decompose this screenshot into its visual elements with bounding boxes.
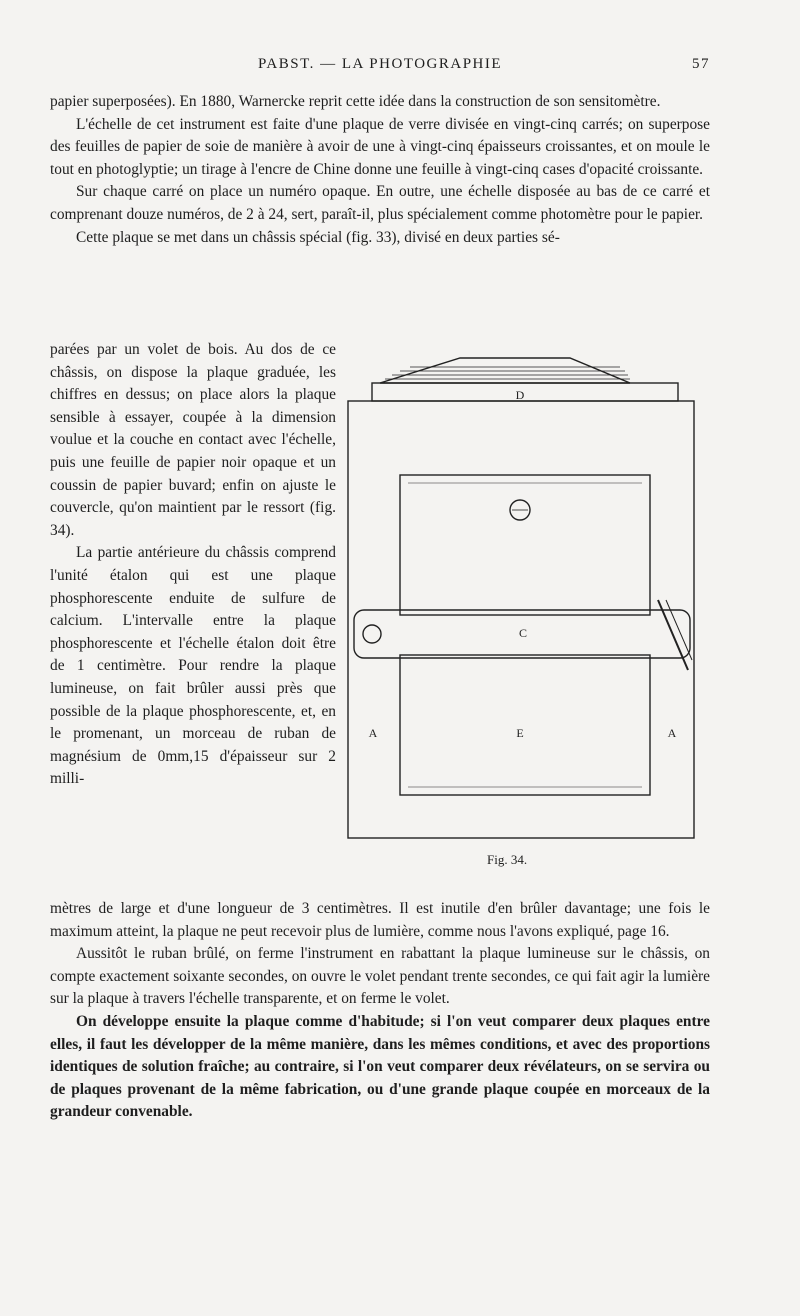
paragraph: parées par un volet de bois. Au dos de ce châssis, on dispose la plaque graduée, les chiffres en dessus; on place alors la plaque sensible à essayer, coupée à la dimension voulue et la couche en contact avec l'échelle, puis une feuille de papier noir opaque et un coussin de papier buvard; enfin on ajuste le couvercle, qu'on maintient par le ressort (fig. 34). bbox=[50, 341, 336, 539]
page-number: 57 bbox=[692, 56, 710, 72]
paragraph-wide-line: Cette plaque se met dans un châssis spécial (fig. 33), divisé en deux parties sé- bbox=[76, 228, 560, 246]
running-header bbox=[50, 56, 710, 80]
paragraph: L'échelle de cet instrument est faite d'une plaque de verre divisée en vingt-cinq carrés; on superpose des feuilles de papier de soie de manière à avoir de une à vingt-cinq épaisseurs croissantes, et on moule le tout en photoglyptie; un tirage à l'encre de Chine donne une feuille à vingt-cinq cases d'opacité croissante. bbox=[50, 115, 710, 178]
paragraph: La partie antérieure du châssis comprend l'unité étalon qui est une plaque phosphorescente enduite de sulfure de calcium. L'intervalle entre la plaque phosphorescente et l'échelle étalon doit être de 1 centimètre. Pour rendre la plaque lumineuse, on fait brûler aussi près que possible de la plaque phosphorescente, et, en le promenant, un morceau de ruban de magnésium de 0mm,15 d'épaisseur sur 2 milli- bbox=[50, 544, 336, 788]
label-d: D bbox=[515, 388, 525, 402]
figure-34-chassis-diagram bbox=[340, 355, 710, 865]
label-a-right: A bbox=[667, 726, 677, 740]
paragraph: On développe ensuite la plaque comme d'habitude; si l'on veut comparer deux plaques entre elles, il faut les développer de la même manière, dans les mêmes conditions, et avec des proportions identiques de solution fraîche; au contraire, si l'on veut comparer deux révélateurs, on se servira ou de plaques provenant de la même fabrication, ou d'une grande plaque coupée en morceaux de la grandeur convenable. bbox=[50, 1012, 710, 1121]
top-text-block bbox=[50, 91, 710, 249]
label-a-left: A bbox=[368, 726, 378, 740]
bottom-text-block bbox=[50, 898, 710, 1124]
wrapped-text-column bbox=[50, 339, 336, 791]
inner-upper-frame bbox=[400, 475, 650, 615]
paragraph: mètres de large et d'une longueur de 3 centimètres. Il est inutile d'en brûler davantage; une fois le maximum atteint, la plaque ne peut recevoir plus de lumière, comme nous l'avons expliqué, page 16. bbox=[50, 900, 710, 940]
cover-strip-d bbox=[372, 383, 678, 401]
paragraph: Aussitôt le ruban brûlé, on ferme l'instrument en rabattant la plaque lumineuse sur le châssis, on compte exactement soixante secondes, on ouvre le volet pendant trente secondes, ce qui fait agir la lumière sur la plaque à travers l'échelle transparente, et on ferme le volet. bbox=[50, 945, 710, 1008]
paragraph: Sur chaque carré on place un numéro opaque. En outre, une échelle disposée au bas de ce carré et comprenant douze numéros, de 2 à 24, sert, paraît-il, plus spécialement comme photomètre pour le papier. bbox=[50, 183, 710, 223]
label-c: C bbox=[518, 626, 528, 640]
figure-caption: Fig. 34. bbox=[487, 852, 528, 867]
header-title: PABST. — LA PHOTOGRAPHIE bbox=[257, 56, 503, 72]
label-e: E bbox=[516, 726, 524, 740]
inner-lower-frame bbox=[400, 655, 650, 795]
paragraph: papier superposées). En 1880, Warnercke reprit cette idée dans la construction de son sensitomètre. bbox=[50, 93, 661, 110]
knob-icon bbox=[363, 625, 381, 643]
